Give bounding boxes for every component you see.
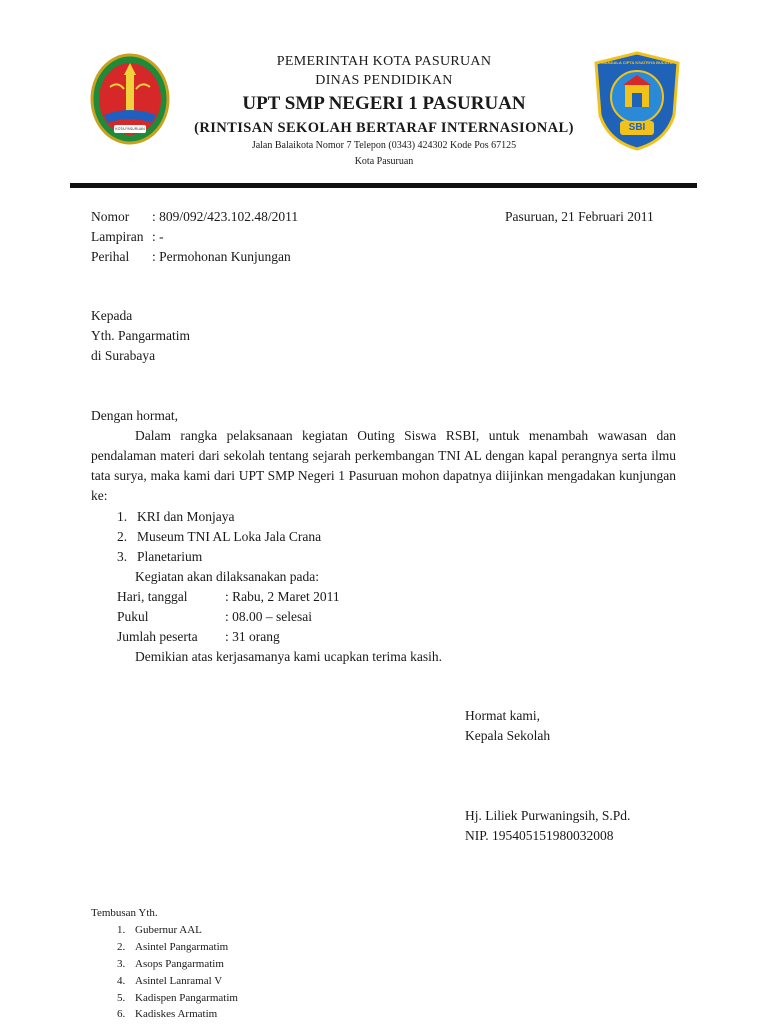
schedule-intro: Kegiatan akan dilaksanakan pada: xyxy=(135,569,320,584)
destination-item: KRI dan Monjaya xyxy=(137,509,235,524)
cc-num: 3. xyxy=(117,958,126,970)
schedule-label: Pukul xyxy=(117,609,149,624)
cc-item: Asintel Lanramal V xyxy=(135,975,223,987)
greeting: Dengan hormat, xyxy=(91,408,178,423)
nomor-value: : 809/092/423.102.48/2011 xyxy=(152,209,299,224)
destination-num: 2. xyxy=(117,529,128,544)
perihal-value: : Permohonan Kunjungan xyxy=(152,249,291,264)
cc-num: 4. xyxy=(117,975,126,987)
schedule-label: Hari, tanggal xyxy=(117,589,188,604)
cc-item: Asops Pangarmatim xyxy=(135,958,224,970)
emblem-banner-text: KOTA PASURUAN xyxy=(115,127,145,131)
destination-item: Planetarium xyxy=(137,549,203,564)
cc-item: Kadiskes Armatim xyxy=(135,1008,218,1020)
cc-item: Gubernur AAL xyxy=(135,924,202,936)
recipient-line-2: Yth. Pangarmatim xyxy=(91,328,190,343)
lampiran-label: Lampiran xyxy=(91,229,144,244)
school-name: UPT SMP NEGERI 1 PASURUAN xyxy=(242,93,526,114)
school-address: Jalan Balaikota Nomor 7 Telepon (0343) 424302 Kode Pos 67125 xyxy=(251,140,517,151)
recipient-line-1: Kepada xyxy=(91,308,133,323)
lampiran-value: : - xyxy=(152,229,164,244)
dept-line: DINAS PENDIDIKAN xyxy=(315,73,453,88)
destination-item: Museum TNI AL Loka Jala Crana xyxy=(137,529,322,544)
letter-date: Pasuruan, 21 Februari 2011 xyxy=(505,209,654,224)
schedule-value: : Rabu, 2 Maret 2011 xyxy=(225,589,340,604)
signer-nip: NIP. 195405151980032008 xyxy=(465,828,614,843)
closing-sentence: Demikian atas kerjasamanya kami ucapkan terima kasih. xyxy=(135,649,443,664)
signoff-line-1: Hormat kami, xyxy=(465,708,540,723)
cc-item: Kadispen Pangarmatim xyxy=(135,992,238,1004)
school-city: Kota Pasuruan xyxy=(354,156,414,167)
schedule-value: : 08.00 – selesai xyxy=(225,609,312,624)
cc-num: 2. xyxy=(117,941,126,953)
signoff-line-2: Kepala Sekolah xyxy=(465,728,551,743)
sbi-ring-text: MANDALA CIPTA KSATRIYA BUDAYA xyxy=(601,60,673,65)
cc-num: 1. xyxy=(117,924,126,936)
destination-num: 1. xyxy=(117,509,128,524)
gov-line: PEMERINTAH KOTA PASURUAN xyxy=(276,54,492,69)
nomor-label: Nomor xyxy=(91,209,130,224)
school-subtitle: (RINTISAN SEKOLAH BERTARAF INTERNASIONAL) xyxy=(194,120,574,136)
cc-num: 5. xyxy=(117,992,126,1004)
sbi-badge-text: SBI xyxy=(628,122,646,133)
body-paragraph: Dalam rangka pelaksanaan kegiatan Outing Siswa RSBI, untuk menambah wawasan dan pendalaman materi dari sekolah tentang sejarah perkembangan TNI AL dengan kapal perangnya serta ilmu tata surya, maka kami dari UPT SMP Negeri 1 Pasuruan mohon dapatnya diijinkan mengadakan kunjungan ke: xyxy=(91,428,676,503)
perihal-label: Perihal xyxy=(91,249,130,264)
cc-title: Tembusan Yth. xyxy=(91,907,158,919)
letterhead-divider xyxy=(70,183,697,188)
schedule-label: Jumlah peserta xyxy=(117,629,198,644)
cc-num: 6. xyxy=(117,1008,126,1020)
destination-num: 3. xyxy=(117,549,128,564)
cc-item: Asintel Pangarmatim xyxy=(135,941,229,953)
signer-name: Hj. Liliek Purwaningsih, S.Pd. xyxy=(465,808,631,823)
recipient-line-3: di Surabaya xyxy=(91,348,156,363)
schedule-value: : 31 orang xyxy=(225,629,280,644)
